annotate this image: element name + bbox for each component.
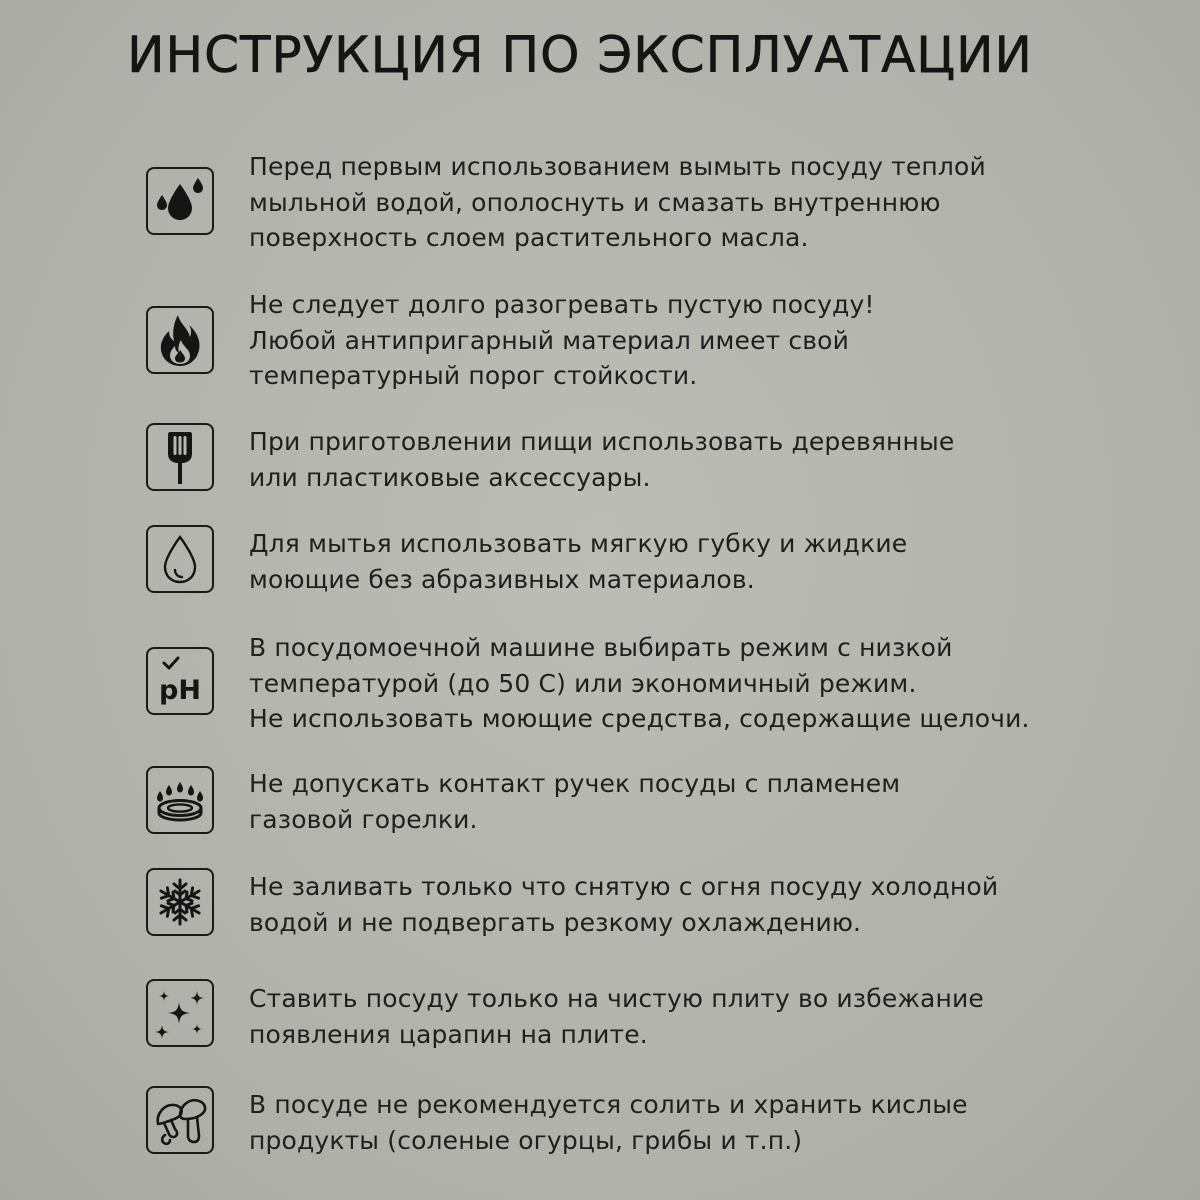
- instruction-line: Не использовать моющие средства, содержащие щелочи.: [249, 704, 1030, 733]
- instruction-item: [249, 424, 1149, 495]
- spatula-icon: [146, 423, 214, 491]
- instruction-line: Для мытья использовать мягкую губку и жидкие: [249, 529, 908, 558]
- snowflake-icon: [146, 868, 214, 936]
- instruction-line: появления царапин на плите.: [249, 1019, 648, 1049]
- page-title: ИНСТРУКЦИЯ ПО ЭКСПЛУАТАЦИИ: [127, 26, 1033, 84]
- instruction-line: Перед первым использованием вымыть посуду теплой: [249, 152, 986, 181]
- instruction-item: [249, 630, 1149, 737]
- instruction-line: водой и не подвергать резкому охлаждению.: [249, 907, 862, 937]
- instruction-item: [249, 766, 1149, 837]
- ph-label: pH: [159, 675, 201, 706]
- water-drops-icon: [146, 167, 214, 235]
- instruction-line: продукты (соленые огурцы, грибы и т.п.): [249, 1125, 803, 1155]
- instruction-line: Не следует долго разогревать пустую посуду!: [249, 290, 875, 319]
- instruction-line: Не заливать только что снятую с огня посуду холодной: [249, 872, 999, 901]
- fire-icon: [146, 306, 214, 374]
- instruction-item: [249, 526, 1149, 597]
- instruction-line: газовой горелки.: [249, 804, 478, 834]
- instruction-line: Ставить посуду только на чистую плиту во избежание: [249, 984, 984, 1013]
- instruction-item: [249, 869, 1149, 940]
- instruction-item: [249, 149, 1149, 256]
- instruction-line: температурой (до 50 С) или экономичный режим.: [249, 668, 917, 698]
- instruction-item: [249, 1087, 1149, 1158]
- instruction-line: Любой антипригарный материал имеет свой: [249, 325, 850, 355]
- liquid-drop-icon: [146, 525, 214, 593]
- instruction-line: В посуде не рекомендуется солить и хранить кислые: [249, 1090, 968, 1119]
- instruction-line: В посудомоечной машине выбирать режим с низкой: [249, 633, 953, 662]
- instruction-line: мыльной водой, ополоснуть и смазать внутреннюю: [249, 187, 941, 217]
- ph-check-icon: [146, 647, 214, 715]
- instruction-line: поверхность слоем растительного масла.: [249, 223, 809, 252]
- instruction-item: [249, 287, 1149, 394]
- instruction-line: температурный порог стойкости.: [249, 361, 698, 390]
- instruction-item: [249, 981, 1149, 1052]
- instruction-line: При приготовлении пищи использовать деревянные: [249, 427, 955, 456]
- instruction-line: или пластиковые аксессуары.: [249, 462, 651, 492]
- instruction-line: моющие без абразивных материалов.: [249, 564, 755, 594]
- mushrooms-icon: [146, 1086, 214, 1154]
- instruction-line: Не допускать контакт ручек посуды с пламенем: [249, 769, 901, 798]
- gas-burner-icon: [146, 766, 214, 834]
- sparkles-icon: [146, 979, 214, 1047]
